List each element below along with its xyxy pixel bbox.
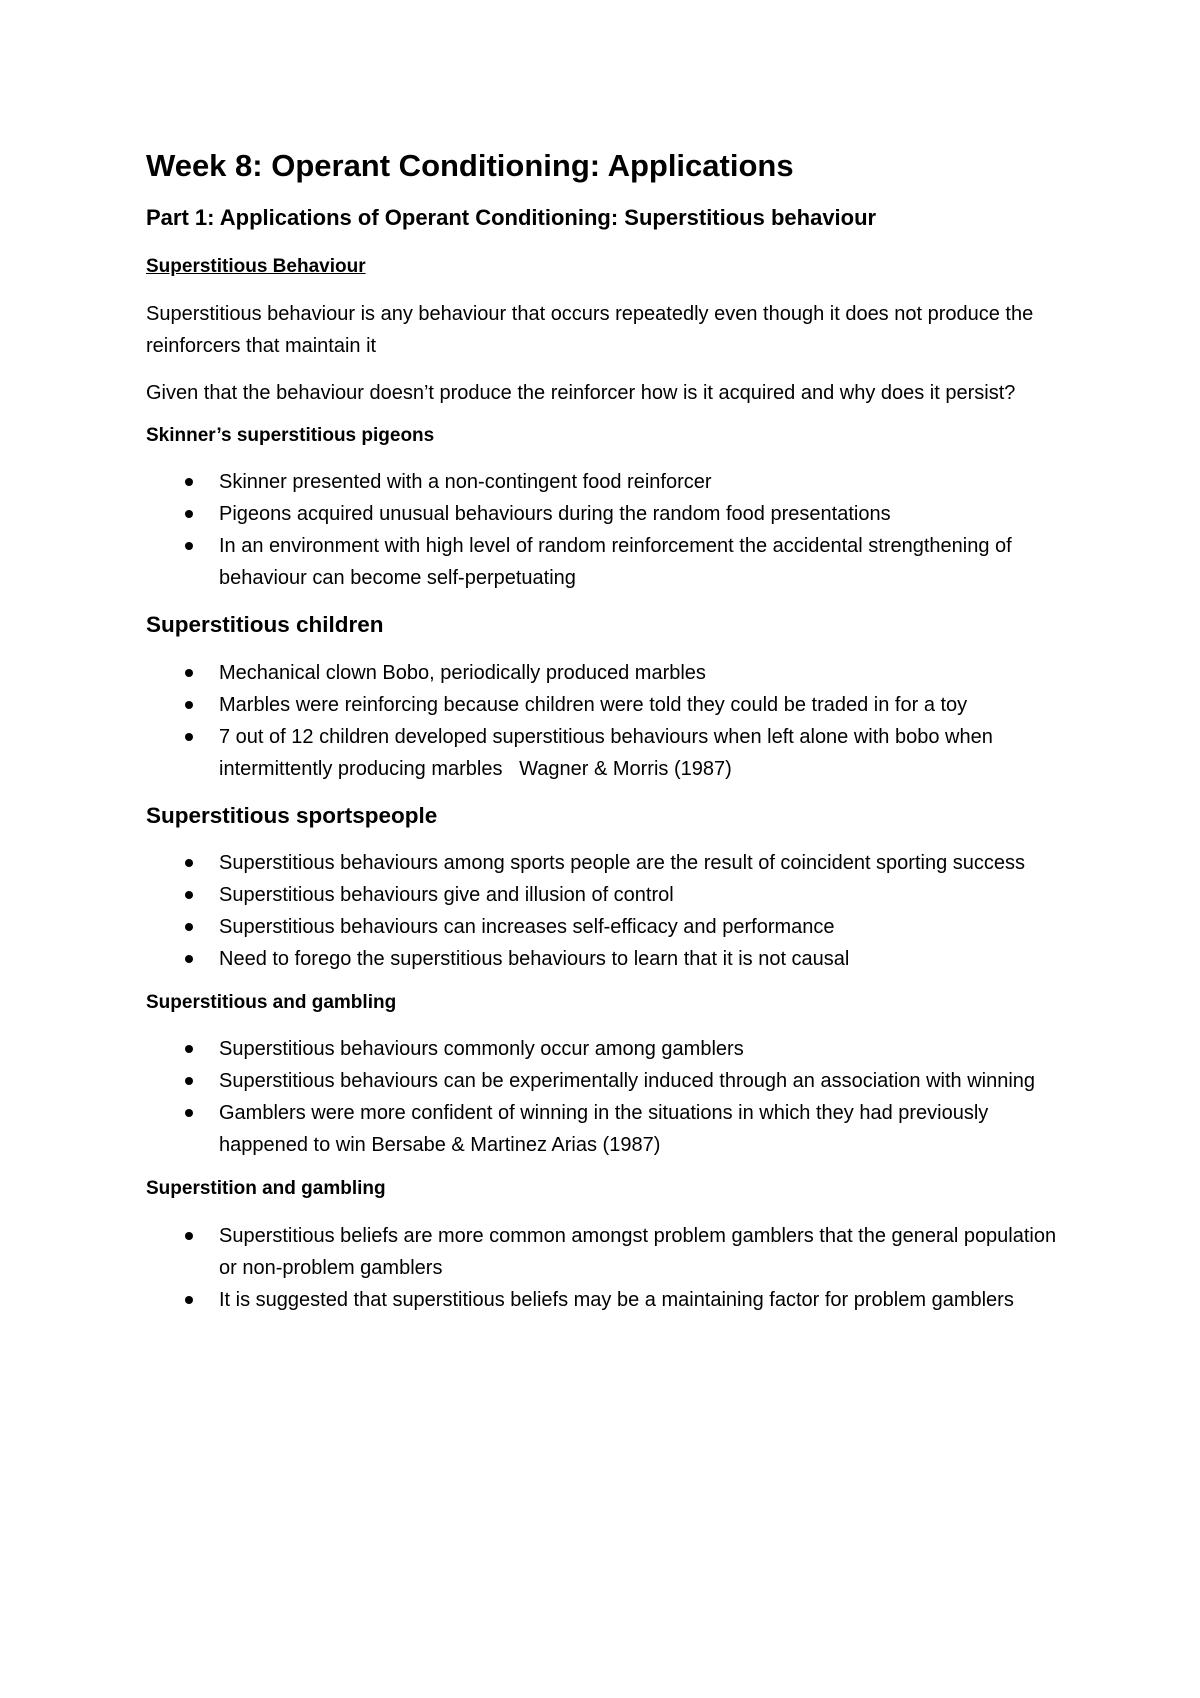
list-item <box>146 1097 1076 1161</box>
list-item <box>146 721 1076 785</box>
bullet-list <box>146 847 1076 975</box>
intro-paragraph: Given that the behaviour doesn’t produce the reinforcer how is it acquired and why does it persist? <box>146 381 1016 404</box>
document-page <box>146 146 1076 1332</box>
bullet-icon <box>185 542 193 550</box>
section-heading-skinner: Skinner’s superstitious pigeons <box>146 424 435 446</box>
list-item <box>146 1033 1076 1065</box>
list-item-text: Marbles were reinforcing because children were told they could be traded in for a toy <box>219 693 968 716</box>
list-item-text: Mechanical clown Bobo, periodically produced marbles <box>219 661 706 684</box>
bullet-icon <box>185 701 193 709</box>
section-heading-superstition-gambling: Superstition and gambling <box>146 1178 386 1200</box>
bullet-icon <box>185 1045 193 1053</box>
list-item-text: Superstitious behaviours can increases self-efficacy and performance <box>219 915 835 938</box>
bullet-list <box>146 657 1076 785</box>
bullet-icon <box>185 923 193 931</box>
bullet-list <box>146 1033 1076 1161</box>
bullet-list <box>146 466 1076 594</box>
list-item <box>146 943 1076 975</box>
intro-heading: Superstitious Behaviour <box>146 255 366 277</box>
list-item <box>146 911 1076 943</box>
list-item <box>146 689 1076 721</box>
list-item-text: Superstitious beliefs are more common amongst problem gamblers that the general population or non-problem gamblers <box>219 1225 1057 1280</box>
list-item <box>146 530 1076 594</box>
bullet-icon <box>185 891 193 899</box>
section-heading-children: Superstitious children <box>146 612 384 638</box>
list-item <box>146 1220 1076 1284</box>
section-heading-sportspeople: Superstitious sportspeople <box>146 802 438 828</box>
section-heading-superstitious-gambling: Superstitious and gambling <box>146 991 397 1013</box>
bullet-icon <box>185 733 193 741</box>
list-item <box>146 1065 1076 1097</box>
part-heading: Part 1: Applications of Operant Conditioning: Superstitious behaviour <box>146 205 877 231</box>
bullet-icon <box>185 1109 193 1117</box>
bullet-icon <box>185 478 193 486</box>
bullet-icon <box>185 859 193 867</box>
bullet-icon <box>185 955 193 963</box>
list-item <box>146 466 1076 498</box>
list-item-text: In an environment with high level of random reinforcement the accidental strengthening of behaviour can become self-perpetuating <box>219 535 1012 590</box>
bullet-icon <box>185 1296 193 1304</box>
list-item-text: Superstitious behaviours can be experimentally induced through an association with winning <box>219 1070 1036 1093</box>
list-item-text: Skinner presented with a non-contingent food reinforcer <box>219 471 712 494</box>
list-item <box>146 657 1076 689</box>
list-item-text: It is suggested that superstitious beliefs may be a maintaining factor for problem gamblers <box>219 1289 1014 1312</box>
list-item-text: Need to forego the superstitious behaviours to learn that it is not causal <box>219 947 850 970</box>
list-item-text: Gamblers were more confident of winning in the situations in which they had previously happened to win Bersabe & Martinez Arias (1987) <box>219 1102 989 1157</box>
page-title: Week 8: Operant Conditioning: Applications <box>146 148 794 183</box>
bullet-list <box>146 1220 1076 1316</box>
list-item <box>146 498 1076 530</box>
list-item-text: 7 out of 12 children developed superstitious behaviours when left alone with bobo when intermittently producing marbles Wagner & Morris (1987) <box>219 725 999 780</box>
bullet-icon <box>185 1232 193 1240</box>
list-item-text: Superstitious behaviours among sports people are the result of coincident sporting success <box>219 851 1026 874</box>
list-item-text: Superstitious behaviours give and illusion of control <box>219 883 674 906</box>
list-item-text: Superstitious behaviours commonly occur among gamblers <box>219 1038 744 1061</box>
list-item <box>146 879 1076 911</box>
bullet-icon <box>185 510 193 518</box>
list-item-text: Pigeons acquired unusual behaviours during the random food presentations <box>219 503 891 526</box>
list-item <box>146 1284 1076 1316</box>
bullet-icon <box>185 1077 193 1085</box>
bullet-icon <box>185 669 193 677</box>
intro-paragraph: Superstitious behaviour is any behaviour that occurs repeatedly even though it does not produce the reinforcers that maintain it <box>146 302 1034 357</box>
list-item <box>146 847 1076 879</box>
